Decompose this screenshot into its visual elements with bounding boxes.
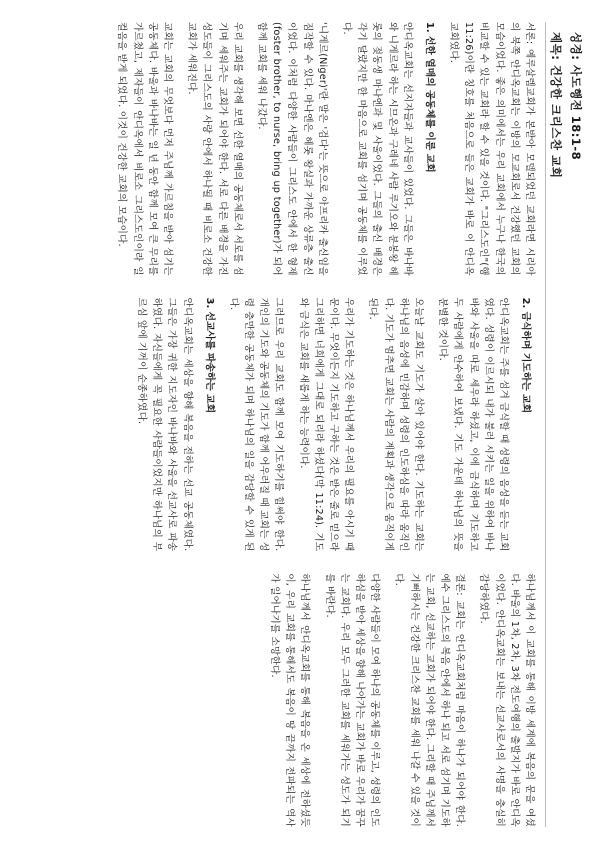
section-1-heading: 1. 선한 열매의 공동체를 이룬 교회 — [423, 22, 435, 173]
section-2-heading: 2. 금식하며 기도하는 교회 — [520, 297, 531, 414]
section-2-paragraph: 그러므로 우리 교회도 함께 모여 기도하기를 힘써야 한다. 개인의 기도와 공동체의 기도가 함께 어우러질 때 교회는 성령 충만한 공동체가 되며 하나님의 일을 감당할 수 있게 된다. — [227, 297, 285, 552]
sermon-header — [545, 22, 588, 827]
section-1-paragraph: 우리 교회를 생각해 보면 선한 열매의 공동체로서 서로를 섬기며 세워주는 교회가 되어야 한다. 서로 다른 배경을 가진 성도들이 그리스도의 사랑 안에서 하나될 때 비로소 건강한 교회가 세워진다. — [186, 22, 243, 276]
section-2-paragraph: 오늘날 교회도 기도가 살아 있어야 한다. 기도하는 교회는 하나님의 음성에 민감하며 성령의 인도하심을 따라 움직인다. 기도가 멈추면 교회는 사람의 계획과 생각으로 움직이게 된다. — [367, 297, 424, 552]
section-3-heading: 3. 선교사를 파송하는 교회 — [203, 297, 215, 414]
scripture-reference: 성경: 사도행전 18:1-8 — [569, 32, 583, 161]
section-1-paragraph: 교회는 교회의 무엇보다 먼저 주님께 가르침을 받아 섬기는 공동체다. 바울과 바나바는 일 년 동안 함께 모여 큰 무리를 가르쳤고, 제자들이 안디옥에서 비로소 그리스도인이라 일컬음을 받게 되었다. 이것이 건강한 교회의 모습이다. — [116, 22, 173, 276]
text-columns — [17, 22, 537, 827]
conclusion-paragraph: 하나님께서 안디옥교회를 통해 복음을 온 세상에 전하셨듯이, 우리 교회를 통해서도 복음이 땅 끝까지 전파되는 역사가 일어나기를 소망한다. — [268, 573, 311, 828]
section-1-paragraph: '니게르(Niger)'란 말은 '검다'는 뜻으로 아프리카 출신임을 짐작할 수 있다. 마나엔은 헤롯 왕실과 가까운 상류층 출신이었다. 이처럼 다양한 사람들이 그리스도 안에서 한 형제(foster brother, to nurse, bring up together)가 되어 함께 교회를 세워 나갔다. — [255, 22, 328, 276]
section-2-paragraph: 우리가 기도하는 것은 하나님께서 우리의 필요를 아시기 때문이다. 무엇이든지 기도하고 구하는 것은 받은 줄로 믿으라 그리하면 너희에게 그대로 되리라 하셨다(막 11:24). 기도와 금식은 교회를 새롭게 하는 능력이다. — [297, 297, 355, 552]
conclusion-paragraph: 다양한 사람들이 모여 하나의 공동체를 이루고, 성령의 인도하심을 받아 세상을 향해 나아가는 교회가 바로 우리가 꿈꾸는 교회다. 우리 모두 그러한 교회를 세워가는 성도가 되기를 바란다. — [323, 573, 381, 828]
column-2 — [17, 298, 537, 552]
column-1 — [17, 22, 537, 276]
intro-paragraph: 서론: 예루살렘교회가 본받아 모델되었던 교회라면 시리아의 북쪽 안디옥교회는 이방의 모교회로서 건강했던 교회의 모습이었다. 좋은 의미에서는 우리 교회에서 누구나 한국의 비교할 수 있는 교회라 할 수 있을 것이다. "그리스도인"(행 11:26)이란 칭호를 처음으로 들은 교회가 바로 이 안디옥교회였다. — [447, 22, 535, 276]
column-3 — [17, 573, 537, 827]
section-3-paragraph: 안디옥교회는 세상을 향해 복음을 전하는 선교 공동체였다. 그들은 가장 귀한 지도자인 바나바와 사울을 선교사로 파송하였다. 자신들에게 꼭 필요한 사람들이었지만 하나님의 부르심 앞에 기꺼이 순종하였다. — [135, 297, 193, 552]
sermon-title: 제목: 건강한 크리스찬 교회 — [549, 32, 563, 179]
conclusion-paragraph: 결론: 교회는 안디옥교회처럼 마음이 하나가 되어야 한다. 예수 그리스도의 복음 안에서 하나 되고 서로 섬기며 기도하는 교회, 선교하는 교회가 되어야 한다. 그리할 때 주님께서 기뻐하시는 건강한 크리스찬 교회를 세워 나갈 수 있을 것이다. — [393, 573, 466, 828]
section-3-paragraph: 하나님께서 이 교회를 통해 이방 세계에 복음의 문을 여셨다. 바울의 1차, 2차, 3차 전도여행의 출발지가 바로 안디옥이었다. 안디옥교회는 보내는 선교사로서의 사명을 충실히 감당하였다. — [478, 573, 535, 828]
section-1-paragraph: 안디옥교회는 선지자들과 교사들이 있었다. 그들은 바나바와 니게르라 하는 시므온과 구레네 사람 루기오와 분봉왕 헤롯의 젖동생 마나엔과 및 사울이었다. 그들의 출신 배경은 각기 달랐지만 한 마음으로 교회를 섬기며 공동체를 이루었다. — [340, 22, 413, 276]
section-2-paragraph: 안디옥교회는 주를 섬겨 금식할 때 성령의 음성을 듣는 교회였다. 성령이 이르시되 내가 불러 시키는 일을 위하여 바나바와 사울을 따로 세우라 하셨고, 이에 금식하며 기도하고 두 사람에게 안수하여 보냈다. 기도 가운데 하나님의 뜻을 분별한 것이다. — [437, 297, 509, 552]
